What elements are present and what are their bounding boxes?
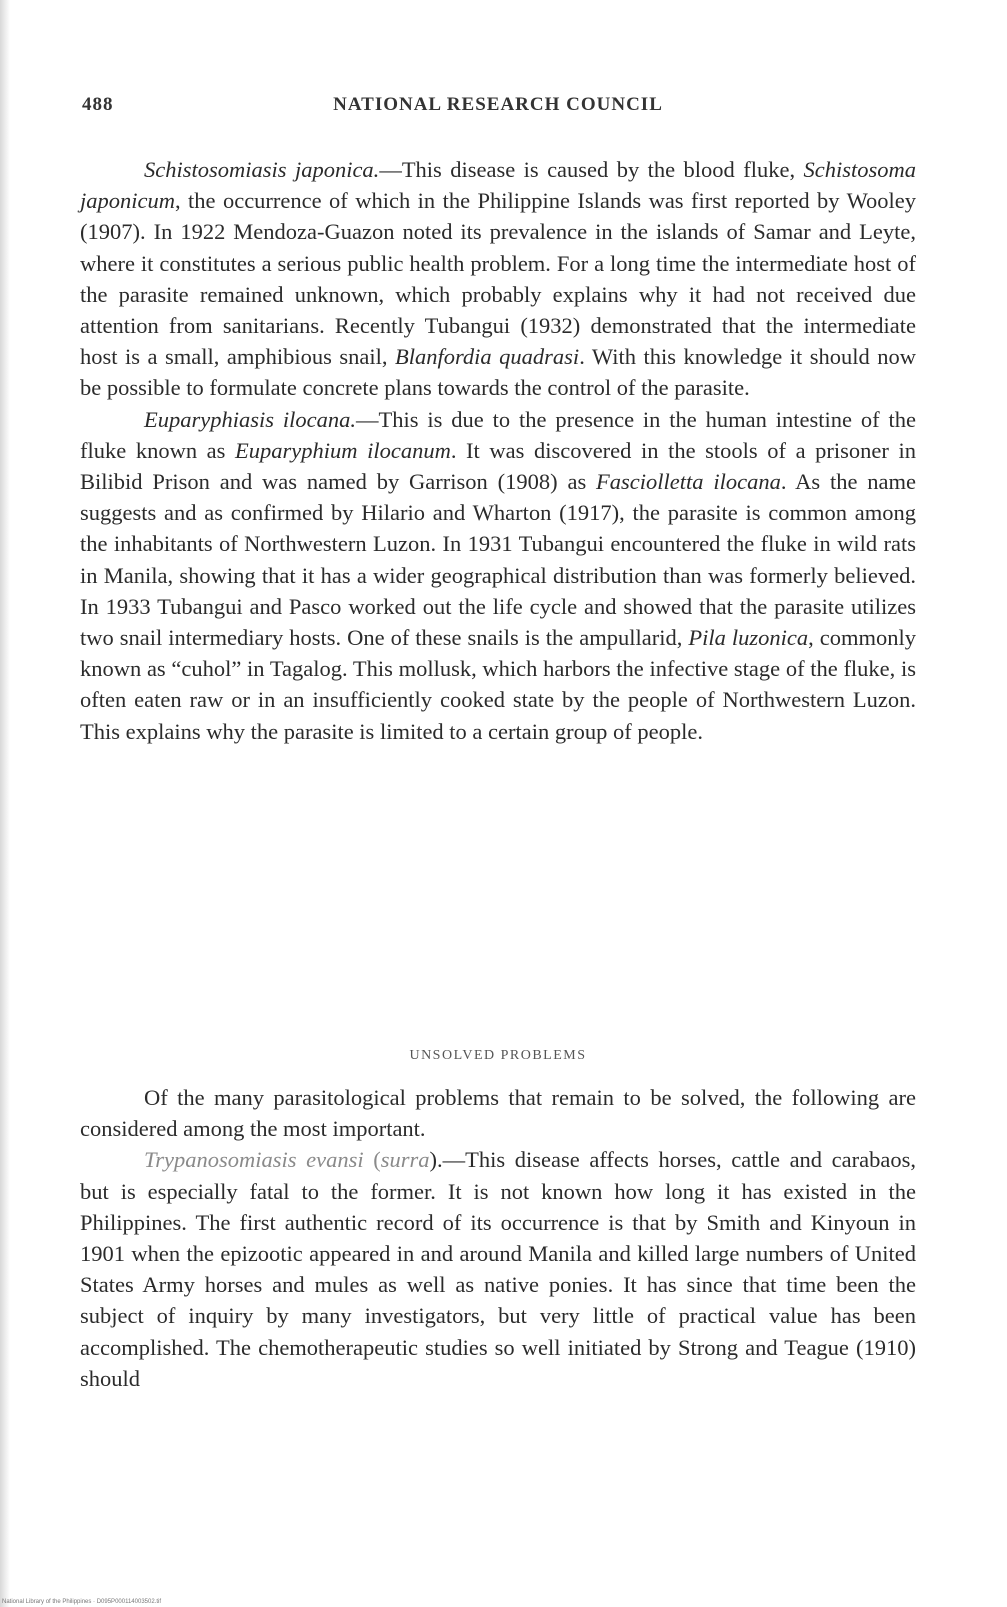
snail-pila: Pila luzonica: [688, 625, 809, 651]
term-schistosomiasis: Schistosomiasis japonica.: [144, 157, 380, 182]
para4-text-1: ).—This disease affects horses, cattle and carabaos, but is especially fatal to the former. It is not known how long it has existed in the Philippines. The first authentic record of its occurrence is that by Smith and Kinyoun in 1901 when the epizootic appeared in and around Manila and killed large numbers of United States Army horses and mules as well as native ponies. It has since that time been the subject of inquiry by many investigators, but very little of practical value has been accomplished. The chemotherapeutic studies so well initiated by Strong and Teague (1910) should: [80, 1147, 916, 1391]
synonym-fasciolletta: Fasciolletta ilocana: [596, 469, 781, 495]
section-heading-unsolved-problems: UNSOLVED PROBLEMS: [409, 1048, 587, 1063]
para2-text-1: —This is due to the presence in the human intestine of the fluke known as: [80, 406, 916, 463]
paragraph-unsolved-intro: Of the many parasitological problems that remain to be solved, the following are considered among the most important.: [80, 1085, 916, 1142]
para2-text-2: . It was discovered in the stools of a prisoner in Bilibid Prison and was named by Garrison (1908) as: [80, 437, 916, 495]
scan-footer: National Library of the Philippines · D095P000114003502.tif: [2, 1599, 161, 1605]
text-block-lower: [80, 1082, 916, 1394]
text-block-upper: [80, 154, 916, 747]
page-header: [82, 94, 914, 124]
term-euparyphiasis: Euparyphiasis ilocana.: [144, 406, 356, 432]
para1-text-1: —This disease is caused by the blood fluke,: [379, 157, 804, 182]
para1-text-2: , the occurrence of which in the Philippine Islands was first reported by Wooley (1907). In 1922 Mendoza-Guazon noted its prevalence in the islands of Samar and Leyte, where it constitutes a serious public health problem. For a long time the intermediate host of the parasite remained unknown, which probably explains why it had not received due attention from sanitarians. Recently Tubangui (1932) demonstrated that the intermediate host is a small, amphibious snail,: [80, 188, 916, 370]
paragraph-schistosomiasis: [80, 154, 916, 404]
para1-text-3: . With this knowledge it should now be possible to formulate concrete plans towards the control of the parasite.: [80, 344, 916, 401]
para4-paren-open: (: [363, 1147, 381, 1173]
paragraph-euparyphiasis: [80, 404, 916, 747]
organism-schistosoma: Schistosoma japonicum: [80, 157, 916, 214]
paragraph-trypanosomiasis: [80, 1144, 916, 1394]
page-left-edge: [0, 0, 10, 1607]
para2-text-4: , commonly known as “cuhol” in Tagalog. This mollusk, which harbors the infective stage of the fluke, is often eaten raw or in an insufficiently cooked state by the people of Northwestern Luzon. This explains why the parasite is limited to a certain group of people.: [80, 625, 916, 744]
running-title: NATIONAL RESEARCH COUNCIL: [333, 94, 663, 115]
page-number: 488: [82, 94, 114, 115]
para2-text-3: . As the name suggests and as confirmed by Hilario and Wharton (1917), the parasite is common among the inhabitants of Northwestern Luzon. In 1931 Tubangui encountered the fluke in wild rats in Manila, showing that it has a wider geographical distribution than was formerly believed. In 1933 Tubangui and Pasco worked out the life cycle and showed that the parasite utilizes two snail intermediary hosts. One of these snails is the ampullarid,: [80, 469, 917, 651]
organism-euparyphium: Euparyphium ilocanum: [235, 437, 451, 463]
snail-blanfordia: Blanfordia quadrasi: [395, 344, 580, 370]
term-trypanosomiasis: Trypanosomiasis evansi: [144, 1147, 364, 1173]
local-name-surra: surra: [380, 1147, 430, 1173]
